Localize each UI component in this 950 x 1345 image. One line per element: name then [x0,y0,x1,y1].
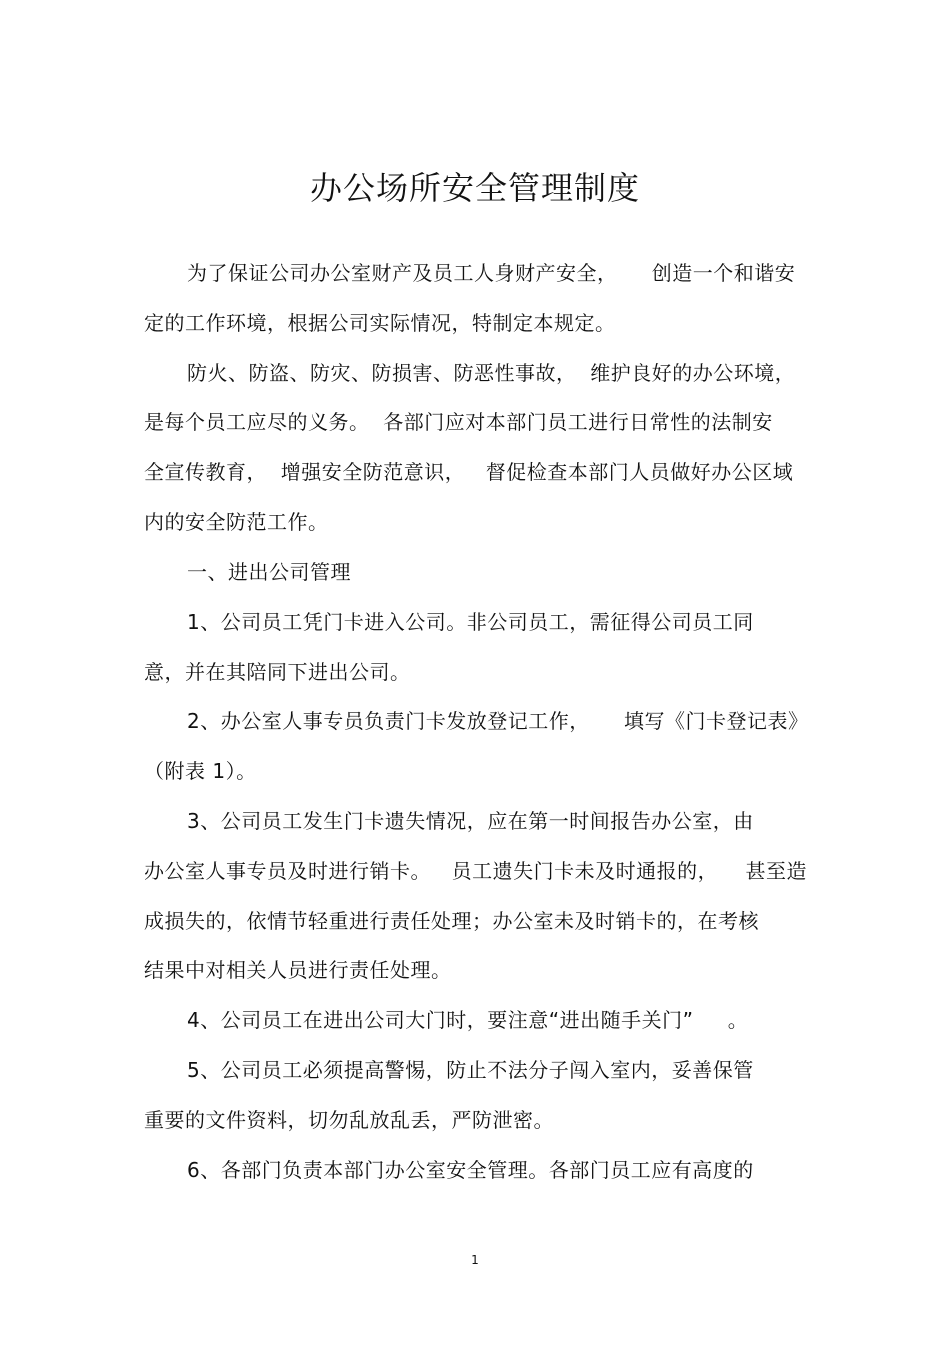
paragraph-line: 1、公司员工凭门卡进入公司。非公司员工，需征得公司员工同 [187,610,754,634]
paragraph-line: 全宣传教育， 增强安全防范意识， 督促检查本部门人员做好办公区域 [144,460,794,484]
paragraph-line: 4、公司员工在进出公司大门时，要注意“进出随手关门” 。 [187,1008,749,1032]
paragraph-line: 结果中对相关人员进行责任处理。 [144,958,452,982]
paragraph-line: 重要的文件资料，切勿乱放乱丢，严防泄密。 [144,1108,554,1132]
paragraph-line: 定的工作环境，根据公司实际情况，特制定本规定。 [144,311,616,335]
paragraph-line: 3、公司员工发生门卡遗失情况，应在第一时间报告办公室，由 [187,809,754,833]
paragraph-line: 防火、防盗、防灾、防损害、防恶性事故， 维护良好的办公环境， [187,361,796,385]
paragraph-line: 是每个员工应尽的义务。 各部门应对本部门员工进行日常性的法制安 [144,410,773,434]
paragraph-line: 为了保证公司办公室财产及员工人身财产安全， 创造一个和谐安 [187,261,796,285]
document-title: 办公场所安全管理制度 [309,169,640,207]
paragraph-line: 意，并在其陪同下进出公司。 [144,660,411,684]
paragraph-line: 6、各部门负责本部门办公室安全管理。各部门员工应有高度的 [187,1158,754,1182]
paragraph-line: （附表 1）。 [144,759,257,783]
paragraph-line: 成损失的，依情节轻重进行责任处理；办公室未及时销卡的，在考核 [144,909,759,933]
page-number: 1 [471,1253,479,1267]
paragraph-line: 5、公司员工必须提高警惕，防止不法分子闯入室内，妥善保管 [187,1058,754,1082]
paragraph-line: 内的安全防范工作。 [144,510,329,534]
paragraph-line: 2、办公室人事专员负责门卡发放登记工作， 填写《门卡登记表》 [187,709,809,733]
paragraph-line: 办公室人事专员及时进行销卡。 员工遗失门卡未及时通报的， 甚至造 [144,859,808,883]
section-heading: 一、进出公司管理 [187,560,351,584]
